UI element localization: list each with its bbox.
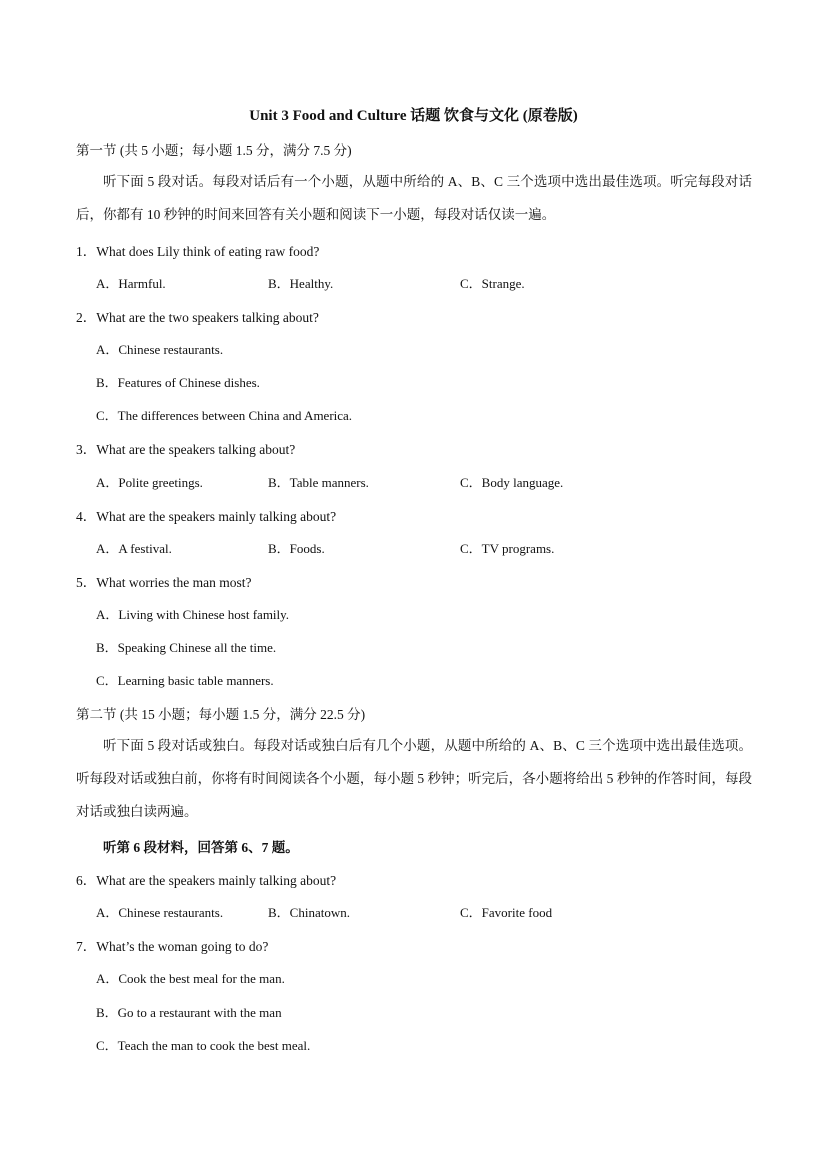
question-5-option-c: C．Learning basic table manners. [96, 673, 274, 688]
question-3-option-c: C．Body language. [460, 475, 564, 490]
section1-instructions: 听下面 5 段对话。每段对话后有一个小题，从题中所给的 A、B、C 三个选项中选出最佳选项。听完每段对话后，你都有 10 秒钟的时间来回答有关小题和阅读下一小题，每段对话仅读一遍。 [76, 174, 752, 222]
question-2-stem: 2．What are the two speakers talking about? [76, 310, 319, 325]
question-6-option-b: B．Chinatown. [268, 905, 350, 920]
question-7-option-b: B．Go to a restaurant with the man [96, 1005, 282, 1020]
question-2-option-a: A．Chinese restaurants. [96, 342, 224, 357]
question-7-stem: 7．What’s the woman going to do? [76, 939, 269, 954]
question-1-stem: 1．What does Lily think of eating raw food? [76, 244, 320, 259]
question-3-option-a: A．Polite greetings. [96, 475, 203, 490]
section2-instructions: 听下面 5 段对话或独白。每段对话或独白后有几个小题，从题中所给的 A、B、C 三个选项中选出最佳选项。听每段对话或独白前，你将有时间阅读各个小题，每小题 5 秒钟；听完后，各小题将给出 5 秒钟的作答时间，每段对话或独白读两遍。 [76, 738, 752, 819]
question-6-stem: 6．What are the speakers mainly talking about? [76, 873, 337, 888]
section2-heading: 第二节 (共 15 小题；每小题 1.5 分，满分 22.5 分) [76, 707, 366, 722]
question-6-option-c: C．Favorite food [460, 905, 553, 920]
page-title: Unit 3 Food and Culture 话题 饮食与文化 (原卷版) [249, 108, 578, 124]
question-4-option-a: A．A festival. [96, 541, 172, 556]
question-1-option-a: A．Harmful. [96, 276, 166, 291]
question-3-option-b: B．Table manners. [268, 475, 369, 490]
question-1-option-c: C．Strange. [460, 276, 525, 291]
question-5-option-a: A．Living with Chinese host family. [96, 607, 290, 622]
question-1-option-b: B．Healthy. [268, 276, 334, 291]
question-2-option-b: B．Features of Chinese dishes. [96, 375, 260, 390]
question-5-option-b: B．Speaking Chinese all the time. [96, 640, 277, 655]
question-5-stem: 5．What worries the man most? [76, 575, 252, 590]
question-7-option-a: A．Cook the best meal for the man. [96, 971, 285, 986]
section1-heading: 第一节 (共 5 小题；每小题 1.5 分，满分 7.5 分) [76, 143, 352, 158]
section2-subheading: 听第 6 段材料，回答第 6、7 题。 [103, 840, 299, 855]
question-4-option-c: C．TV programs. [460, 541, 555, 556]
question-6-option-a: A．Chinese restaurants. [96, 905, 224, 920]
question-7-option-c: C．Teach the man to cook the best meal. [96, 1038, 311, 1053]
question-3-stem: 3．What are the speakers talking about? [76, 442, 296, 457]
question-4-stem: 4．What are the speakers mainly talking about? [76, 509, 337, 524]
question-4-option-b: B．Foods. [268, 541, 325, 556]
question-2-option-c: C．The differences between China and America. [96, 408, 353, 423]
